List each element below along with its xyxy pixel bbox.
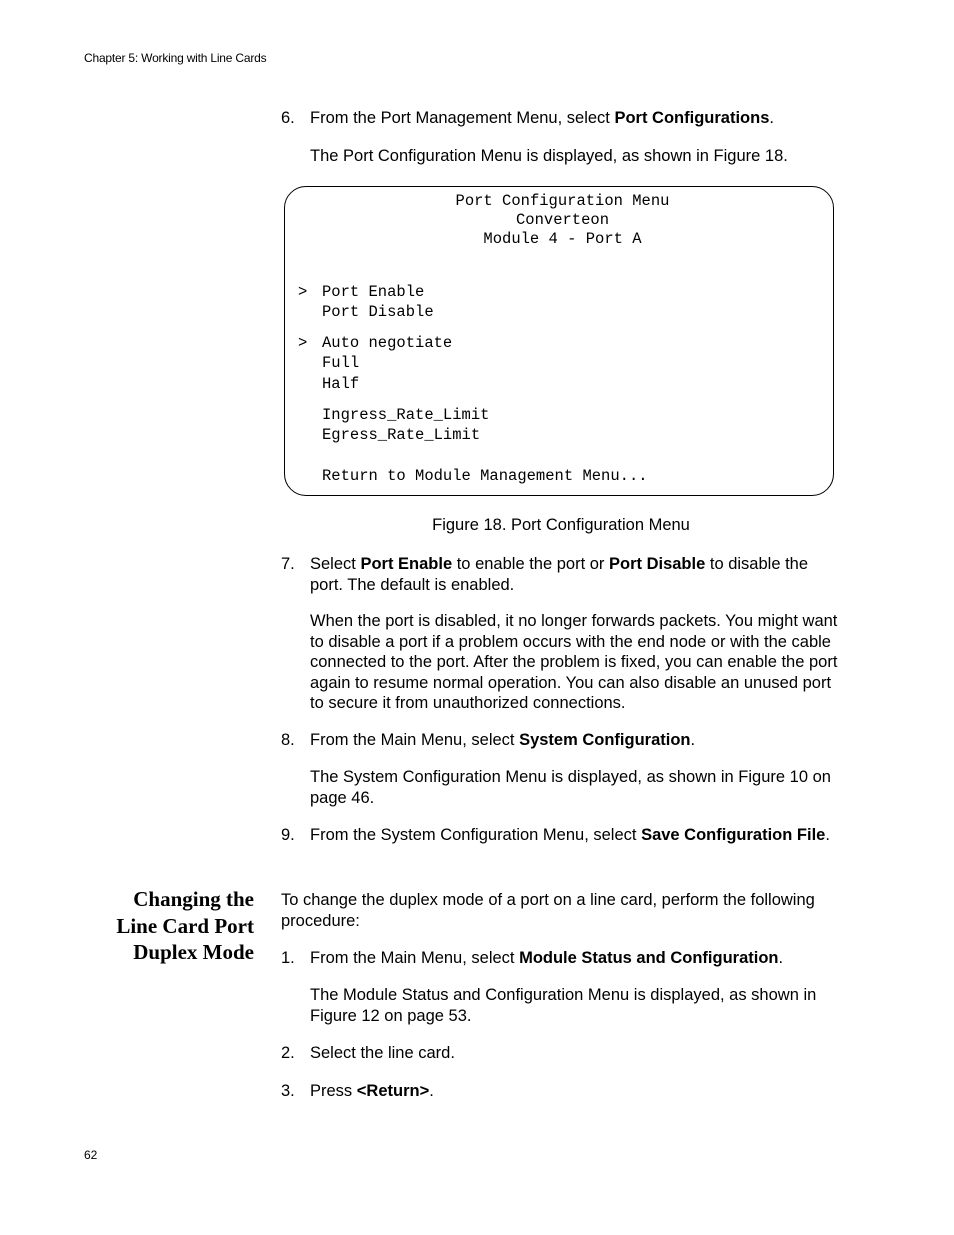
menu-item-egress-rate-limit[interactable]: Egress_Rate_Limit <box>322 426 481 444</box>
menu-option: Module Status and Configuration <box>519 949 779 967</box>
step-text: Press <Return>. <box>310 1082 434 1100</box>
step-number: 3. <box>281 1082 295 1100</box>
step-7-note: When the port is disabled, it no longer forwards packets. You might want to disable a port if a problem occurs with the end node or with the cable connected to the port. After the problem is fixed, you can enable the port again to resume normal operation. You can also disable an unused port to secure it from unauthorized connections. <box>310 612 838 712</box>
menu-option: Save Configuration File <box>641 826 826 844</box>
step-text: From the Port Management Menu, select Port Configurations. <box>310 109 774 127</box>
step-number: 1. <box>281 949 295 967</box>
terminal-screen-figure <box>284 186 834 496</box>
step-number: 8. <box>281 731 295 749</box>
heading-line: Line Card Port <box>116 913 254 938</box>
menu-item-auto-negotiate[interactable]: Auto negotiate <box>322 334 453 352</box>
running-header: Chapter 5: Working with Line Cards <box>84 51 267 65</box>
substep-1 <box>281 948 841 969</box>
figure-caption: Figure 18. Port Configuration Menu <box>432 516 690 534</box>
menu-item-ingress-rate-limit[interactable]: Ingress_Rate_Limit <box>322 406 490 424</box>
screen-subtitle: Converteon <box>515 211 609 229</box>
step-text: Select the line card. <box>310 1044 455 1062</box>
menu-option: Port Enable <box>360 555 453 573</box>
menu-item-port-disable[interactable]: Port Disable <box>322 303 434 321</box>
step-9 <box>281 825 841 846</box>
step-number: 6. <box>281 109 295 127</box>
section-intro: To change the duplex mode of a port on a line card, perform the following procedure: <box>281 891 815 930</box>
step-8 <box>281 730 841 751</box>
substep-2 <box>281 1043 841 1064</box>
substep-1-note: The Module Status and Configuration Menu is displayed, as shown in Figure 12 on page 53. <box>310 986 817 1025</box>
heading-line: Duplex Mode <box>133 940 254 964</box>
page-number: 62 <box>84 1148 98 1162</box>
menu-item-port-enable[interactable]: Port Enable <box>322 283 425 301</box>
heading-line: Changing the <box>133 887 254 911</box>
section-heading <box>90 886 254 966</box>
step-text: From the Main Menu, select System Configuration. <box>310 731 696 749</box>
menu-item-full[interactable]: Full <box>322 354 360 372</box>
step-text: Select Port Enable to enable the port or Port Disable to disable the port. The default is enabled. <box>310 555 809 594</box>
cursor-marker: > <box>298 283 308 301</box>
menu-item-return[interactable]: Return to Module Management Menu... <box>322 467 648 485</box>
step-number: 9. <box>281 826 295 844</box>
step-number: 7. <box>281 555 295 573</box>
menu-option: Port Configurations <box>614 109 770 127</box>
screen-module: Module 4 - Port A <box>483 230 642 248</box>
cursor-marker: > <box>298 334 308 352</box>
step-text: From the Main Menu, select Module Status and Configuration. <box>310 949 784 967</box>
screen-title: Port Configuration Menu <box>455 192 670 210</box>
step-7 <box>281 554 841 595</box>
menu-item-half[interactable]: Half <box>322 375 360 393</box>
substep-3 <box>281 1081 841 1102</box>
step-number: 2. <box>281 1044 295 1062</box>
step-8-note: The System Configuration Menu is displayed, as shown in Figure 10 on page 46. <box>310 768 831 807</box>
step-text: From the System Configuration Menu, select Save Configuration File. <box>310 826 830 844</box>
step-6-note: The Port Configuration Menu is displayed, as shown in Figure 18. <box>310 147 788 165</box>
key-name: <Return> <box>356 1082 430 1100</box>
menu-option: Port Disable <box>609 555 706 573</box>
step-6 <box>281 108 841 129</box>
menu-option: System Configuration <box>519 731 691 749</box>
